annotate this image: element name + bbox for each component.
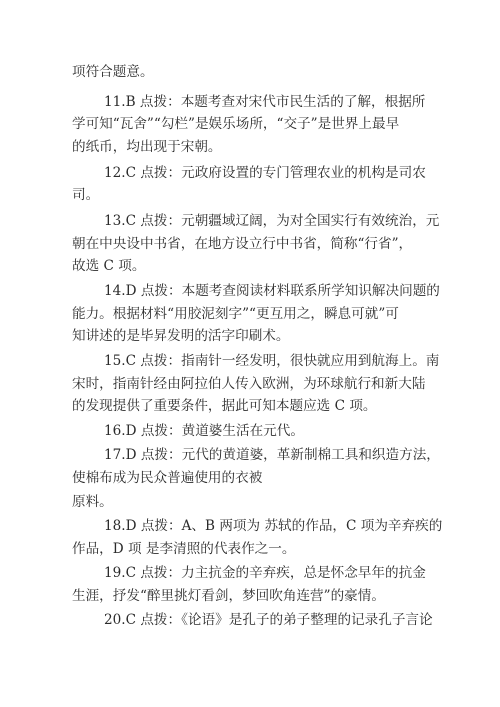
text-line: 使棉布成为民众普遍使用的衣被 bbox=[72, 470, 263, 486]
text-line: 学可知“瓦舍”“勾栏”是娱乐场所，“交子”是世界上最早 bbox=[72, 116, 400, 132]
text-line: 知讲述的是毕昇发明的活字印刷术。 bbox=[72, 328, 290, 344]
text-line: 原料。 bbox=[72, 494, 113, 510]
answer-15-line: 15.C 点拨：指南针一经发明，很快就应用到航海上。南 bbox=[104, 353, 440, 369]
text-line: 作品，D 项 是李清照的代表作之一。 bbox=[72, 541, 296, 557]
text-line: 的发现提供了重要条件，据此可知本题应选 C 项。 bbox=[72, 398, 377, 414]
text-line: 宋时，指南针经由阿拉伯人传入欧洲，为环球航行和新大陆 bbox=[72, 376, 426, 392]
answer-19-line: 19.C 点拨：力主抗金的辛弃疾，总是怀念早年的抗金 bbox=[104, 565, 426, 581]
text-line: 朝在中央设中书省，在地方设立行中书省，简称“行省”， bbox=[72, 236, 413, 252]
answer-16-line: 16.D 点拨：黄道婆生活在元代。 bbox=[104, 423, 304, 439]
answer-17-line: 17.D 点拨：元代的黄道婆，革新制棉工具和织造方法， bbox=[104, 447, 440, 463]
text-line: 司。 bbox=[72, 187, 100, 203]
answer-18-line: 18.D 点拨：A、B 两项为 苏轼的作品，C 项为辛弃疾的 bbox=[104, 518, 443, 534]
text-line: 能力。根据材料“用胶泥刻字”“更互用之，瞬息可就”可 bbox=[72, 306, 399, 322]
text-line: 的纸币，均出现于宋朝。 bbox=[72, 139, 222, 155]
text-line: 故选 C 项。 bbox=[72, 258, 146, 274]
answer-12-line: 12.C 点拨：元政府设置的专门管理农业的机构是司农 bbox=[104, 165, 426, 181]
answer-11-line: 11.B 点拨：本题考查对宋代市民生活的了解，根据所 bbox=[104, 94, 426, 110]
text-line: 项符合题意。 bbox=[72, 64, 154, 80]
text-line: 生涯，抒发“醉里挑灯看剑，梦回吹角连营”的豪情。 bbox=[72, 588, 385, 604]
answer-14-line: 14.D 点拨：本题考查阅读材料联系所学知识解决问题的 bbox=[104, 283, 440, 299]
answer-20-line: 20.C 点拨：《论语》是孔子的弟子整理的记录孔子言论 bbox=[104, 612, 433, 628]
answer-13-line: 13.C 点拨：元朝疆域辽阔，为对全国实行有效统治，元 bbox=[104, 213, 440, 229]
